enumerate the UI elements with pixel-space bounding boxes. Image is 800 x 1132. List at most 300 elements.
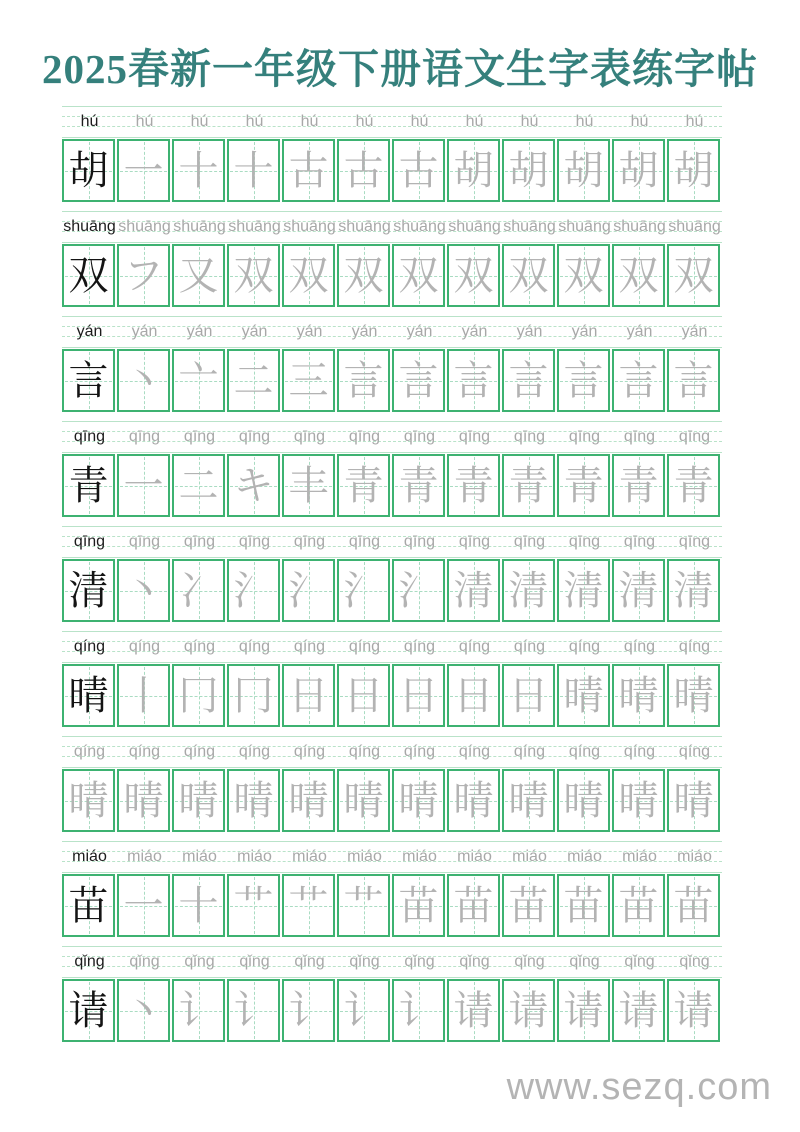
character-glyph: 丶 bbox=[123, 567, 164, 614]
practice-cell bbox=[612, 559, 665, 622]
character-glyph: 氵 bbox=[233, 567, 274, 614]
practice-cell bbox=[62, 139, 115, 202]
practice-cell bbox=[227, 349, 280, 412]
practice-section bbox=[62, 421, 722, 517]
character-glyph: 氵 bbox=[398, 567, 439, 614]
pinyin-label: hú bbox=[575, 113, 594, 130]
practice-cell bbox=[117, 244, 170, 307]
practice-cell bbox=[282, 349, 335, 412]
character-glyph: 晴 bbox=[618, 672, 659, 719]
practice-cell bbox=[282, 769, 335, 832]
character-glyph: 胡 bbox=[673, 147, 714, 194]
character-glyph: 清 bbox=[453, 567, 494, 614]
pinyin-label: qǐng bbox=[459, 953, 490, 970]
practice-cell bbox=[667, 979, 720, 1042]
character-glyph: 苗 bbox=[508, 882, 549, 929]
pinyin-label: qíng bbox=[403, 638, 436, 655]
pinyin-label: hú bbox=[245, 113, 264, 130]
practice-cell bbox=[227, 244, 280, 307]
practice-cell bbox=[62, 979, 115, 1042]
practice-cell bbox=[612, 664, 665, 727]
practice-cell bbox=[667, 244, 720, 307]
character-glyph: 晴 bbox=[288, 777, 329, 824]
pinyin-label: miáo bbox=[677, 848, 712, 865]
pinyin-label: qīng bbox=[128, 428, 161, 445]
character-glyph: 青 bbox=[508, 462, 549, 509]
character-glyph: 清 bbox=[618, 567, 659, 614]
character-glyph: 青 bbox=[398, 462, 439, 509]
pinyin-label: qīng bbox=[458, 533, 491, 550]
practice-cell bbox=[667, 139, 720, 202]
practice-cell bbox=[62, 769, 115, 832]
page-title: 2025春新一年级下册语文生字表练字帖 bbox=[42, 46, 758, 92]
pinyin-label: miáo bbox=[72, 848, 107, 865]
character-glyph: 双 bbox=[398, 252, 439, 299]
practice-cell bbox=[447, 349, 500, 412]
pinyin-label: qíng bbox=[293, 743, 326, 760]
practice-cell bbox=[447, 559, 500, 622]
practice-cell bbox=[612, 874, 665, 937]
character-glyph: 一 bbox=[123, 147, 164, 194]
practice-section bbox=[62, 316, 722, 412]
pinyin-label: qíng bbox=[458, 638, 491, 655]
pinyin-label: shuāng bbox=[558, 218, 611, 235]
practice-cell bbox=[62, 454, 115, 517]
pinyin-label: qīng bbox=[568, 428, 601, 445]
character-glyph: 双 bbox=[233, 252, 274, 299]
practice-cell bbox=[447, 979, 500, 1042]
pinyin-label: miáo bbox=[292, 848, 327, 865]
pinyin-label: shuāng bbox=[173, 218, 226, 235]
practice-cell bbox=[117, 664, 170, 727]
practice-cell bbox=[337, 244, 390, 307]
pinyin-label: shuāng bbox=[228, 218, 281, 235]
pinyin-label: yán bbox=[406, 323, 433, 340]
character-glyph: 清 bbox=[508, 567, 549, 614]
character-glyph: 又 bbox=[178, 252, 219, 299]
character-glyph: 青 bbox=[68, 462, 109, 509]
character-glyph: 晴 bbox=[563, 672, 604, 719]
practice-cell bbox=[502, 244, 555, 307]
pinyin-guide-row bbox=[62, 946, 722, 978]
pinyin-guide-row bbox=[62, 211, 722, 243]
character-glyph: 胡 bbox=[453, 147, 494, 194]
pinyin-label: shuāng bbox=[448, 218, 501, 235]
character-glyph: 氵 bbox=[343, 567, 384, 614]
practice-cell bbox=[117, 139, 170, 202]
character-glyph: 青 bbox=[618, 462, 659, 509]
character-glyph: フ bbox=[123, 252, 164, 299]
practice-cell bbox=[392, 979, 445, 1042]
practice-rows bbox=[62, 106, 722, 1042]
character-glyph: 双 bbox=[563, 252, 604, 299]
pinyin-label: yán bbox=[461, 323, 488, 340]
character-glyph: 言 bbox=[508, 357, 549, 404]
pinyin-guide-row bbox=[62, 631, 722, 663]
pinyin-label: shuāng bbox=[393, 218, 446, 235]
pinyin-label: hú bbox=[355, 113, 374, 130]
pinyin-label: qíng bbox=[678, 638, 711, 655]
practice-cell bbox=[612, 979, 665, 1042]
pinyin-label: qíng bbox=[348, 638, 381, 655]
character-glyph: 丶 bbox=[123, 357, 164, 404]
pinyin-label: qīng bbox=[623, 533, 656, 550]
pinyin-label: qīng bbox=[293, 533, 326, 550]
pinyin-label: qíng bbox=[568, 638, 601, 655]
practice-cell bbox=[667, 769, 720, 832]
character-glyph: 晴 bbox=[673, 777, 714, 824]
pinyin-label: shuāng bbox=[338, 218, 391, 235]
pinyin-label: miáo bbox=[347, 848, 382, 865]
pinyin-label: hú bbox=[630, 113, 649, 130]
practice-section bbox=[62, 841, 722, 937]
character-glyph: 双 bbox=[618, 252, 659, 299]
pinyin-label: qíng bbox=[678, 743, 711, 760]
character-glyph: 请 bbox=[68, 987, 109, 1034]
pinyin-label: qǐng bbox=[294, 953, 325, 970]
practice-cell bbox=[282, 874, 335, 937]
pinyin-label: yán bbox=[351, 323, 378, 340]
character-glyph: 清 bbox=[563, 567, 604, 614]
pinyin-label: qíng bbox=[348, 743, 381, 760]
character-glyph: 胡 bbox=[68, 147, 109, 194]
character-glyph: 苗 bbox=[398, 882, 439, 929]
practice-cell bbox=[557, 139, 610, 202]
character-glyph: 晴 bbox=[233, 777, 274, 824]
practice-cell bbox=[227, 874, 280, 937]
practice-cell bbox=[502, 454, 555, 517]
pinyin-label: qǐng bbox=[569, 953, 600, 970]
practice-grid-row bbox=[62, 454, 722, 517]
practice-cell bbox=[502, 139, 555, 202]
character-glyph: 晴 bbox=[68, 777, 109, 824]
pinyin-label: yán bbox=[241, 323, 268, 340]
pinyin-label: qīng bbox=[348, 428, 381, 445]
practice-cell bbox=[447, 769, 500, 832]
pinyin-label: qīng bbox=[238, 533, 271, 550]
character-glyph: 双 bbox=[508, 252, 549, 299]
character-glyph: 一 bbox=[123, 882, 164, 929]
pinyin-label: qíng bbox=[238, 638, 271, 655]
practice-cell bbox=[227, 769, 280, 832]
pinyin-label: miáo bbox=[237, 848, 272, 865]
watermark: www.sezq.com bbox=[506, 1066, 772, 1108]
practice-cell bbox=[282, 979, 335, 1042]
character-glyph: 晴 bbox=[508, 777, 549, 824]
character-glyph: 言 bbox=[618, 357, 659, 404]
character-glyph: 双 bbox=[288, 252, 329, 299]
practice-cell bbox=[502, 979, 555, 1042]
character-glyph: 请 bbox=[508, 987, 549, 1034]
character-glyph: 晴 bbox=[563, 777, 604, 824]
practice-cell bbox=[502, 874, 555, 937]
pinyin-label: qíng bbox=[293, 638, 326, 655]
pinyin-label: qīng bbox=[678, 533, 711, 550]
character-glyph: 苗 bbox=[68, 882, 109, 929]
pinyin-label: qǐng bbox=[184, 953, 215, 970]
practice-cell bbox=[557, 559, 610, 622]
pinyin-label: hú bbox=[410, 113, 429, 130]
character-glyph: 氵 bbox=[288, 567, 329, 614]
character-glyph: 三 bbox=[288, 357, 329, 404]
practice-cell bbox=[612, 769, 665, 832]
character-glyph: キ bbox=[233, 462, 274, 509]
character-glyph: 胡 bbox=[563, 147, 604, 194]
practice-cell bbox=[337, 874, 390, 937]
practice-cell bbox=[557, 664, 610, 727]
character-glyph: 言 bbox=[673, 357, 714, 404]
character-glyph: 言 bbox=[398, 357, 439, 404]
pinyin-label: qīng bbox=[403, 533, 436, 550]
practice-cell bbox=[392, 349, 445, 412]
pinyin-label: qīng bbox=[238, 428, 271, 445]
practice-cell bbox=[282, 664, 335, 727]
pinyin-label: qīng bbox=[513, 533, 546, 550]
pinyin-label: qīng bbox=[73, 428, 106, 445]
practice-cell bbox=[227, 139, 280, 202]
pinyin-label: shuāng bbox=[668, 218, 721, 235]
pinyin-label: qíng bbox=[183, 638, 216, 655]
practice-cell bbox=[337, 454, 390, 517]
practice-cell bbox=[172, 139, 225, 202]
practice-cell bbox=[172, 559, 225, 622]
practice-cell bbox=[667, 664, 720, 727]
pinyin-label: shuāng bbox=[283, 218, 336, 235]
pinyin-label: qíng bbox=[513, 638, 546, 655]
pinyin-label: miáo bbox=[622, 848, 657, 865]
practice-cell bbox=[557, 769, 610, 832]
character-glyph: 冂 bbox=[178, 672, 219, 719]
character-glyph: 苗 bbox=[618, 882, 659, 929]
practice-cell bbox=[227, 979, 280, 1042]
pinyin-label: qīng bbox=[183, 428, 216, 445]
character-glyph: 清 bbox=[673, 567, 714, 614]
character-glyph: 亠 bbox=[178, 357, 219, 404]
practice-cell bbox=[667, 559, 720, 622]
pinyin-label: shuāng bbox=[613, 218, 666, 235]
pinyin-label: qǐng bbox=[624, 953, 655, 970]
practice-cell bbox=[62, 874, 115, 937]
practice-cell bbox=[557, 349, 610, 412]
pinyin-label: qíng bbox=[183, 743, 216, 760]
pinyin-label: yán bbox=[516, 323, 543, 340]
practice-cell bbox=[337, 769, 390, 832]
practice-cell bbox=[227, 664, 280, 727]
practice-grid-row bbox=[62, 559, 722, 622]
practice-cell bbox=[282, 559, 335, 622]
pinyin-label: qīng bbox=[513, 428, 546, 445]
practice-cell bbox=[62, 559, 115, 622]
practice-cell bbox=[502, 349, 555, 412]
practice-cell bbox=[502, 664, 555, 727]
pinyin-label: yán bbox=[296, 323, 323, 340]
practice-cell bbox=[172, 874, 225, 937]
pinyin-label: yán bbox=[681, 323, 708, 340]
pinyin-label: miáo bbox=[402, 848, 437, 865]
practice-cell bbox=[282, 454, 335, 517]
character-glyph: 十 bbox=[178, 147, 219, 194]
practice-grid-row bbox=[62, 244, 722, 307]
practice-cell bbox=[337, 559, 390, 622]
practice-cell bbox=[612, 139, 665, 202]
character-glyph: 晴 bbox=[178, 777, 219, 824]
practice-section bbox=[62, 526, 722, 622]
character-glyph: 言 bbox=[563, 357, 604, 404]
practice-cell bbox=[447, 454, 500, 517]
pinyin-label: yán bbox=[571, 323, 598, 340]
character-glyph: 晴 bbox=[618, 777, 659, 824]
character-glyph: 青 bbox=[453, 462, 494, 509]
practice-cell bbox=[557, 454, 610, 517]
character-glyph: 苗 bbox=[563, 882, 604, 929]
character-glyph: 青 bbox=[563, 462, 604, 509]
character-glyph: 晴 bbox=[673, 672, 714, 719]
character-glyph: 艹 bbox=[233, 882, 274, 929]
pinyin-label: qīng bbox=[348, 533, 381, 550]
character-glyph: 日 bbox=[508, 672, 549, 719]
practice-cell bbox=[392, 664, 445, 727]
practice-cell bbox=[557, 979, 610, 1042]
character-glyph: 古 bbox=[288, 147, 329, 194]
character-glyph: 丰 bbox=[288, 462, 329, 509]
character-glyph: 二 bbox=[233, 357, 274, 404]
practice-grid-row bbox=[62, 664, 722, 727]
practice-cell bbox=[557, 874, 610, 937]
pinyin-label: hú bbox=[135, 113, 154, 130]
practice-cell bbox=[447, 139, 500, 202]
pinyin-label: hú bbox=[80, 113, 99, 130]
pinyin-guide-row bbox=[62, 106, 722, 138]
practice-cell bbox=[392, 769, 445, 832]
pinyin-label: qíng bbox=[513, 743, 546, 760]
practice-cell bbox=[117, 349, 170, 412]
pinyin-guide-row bbox=[62, 421, 722, 453]
character-glyph: 日 bbox=[288, 672, 329, 719]
pinyin-label: qíng bbox=[403, 743, 436, 760]
character-glyph: 冂 bbox=[233, 672, 274, 719]
practice-cell bbox=[502, 769, 555, 832]
pinyin-label: qīng bbox=[73, 533, 106, 550]
practice-cell bbox=[172, 349, 225, 412]
pinyin-label: qīng bbox=[568, 533, 601, 550]
character-glyph: 日 bbox=[398, 672, 439, 719]
practice-cell bbox=[117, 874, 170, 937]
pinyin-guide-row bbox=[62, 526, 722, 558]
character-glyph: 请 bbox=[453, 987, 494, 1034]
character-glyph: 晴 bbox=[398, 777, 439, 824]
character-glyph: 请 bbox=[618, 987, 659, 1034]
character-glyph: 请 bbox=[673, 987, 714, 1034]
pinyin-label: miáo bbox=[127, 848, 162, 865]
practice-cell bbox=[172, 244, 225, 307]
pinyin-label: hú bbox=[465, 113, 484, 130]
character-glyph: 请 bbox=[563, 987, 604, 1034]
character-glyph: 一 bbox=[123, 462, 164, 509]
practice-cell bbox=[612, 244, 665, 307]
practice-grid-row bbox=[62, 769, 722, 832]
pinyin-label: qǐng bbox=[239, 953, 270, 970]
practice-section bbox=[62, 106, 722, 202]
character-glyph: 言 bbox=[343, 357, 384, 404]
practice-cell bbox=[557, 244, 610, 307]
pinyin-label: qīng bbox=[293, 428, 326, 445]
practice-cell bbox=[392, 559, 445, 622]
practice-grid-row bbox=[62, 139, 722, 202]
character-glyph: 古 bbox=[343, 147, 384, 194]
pinyin-label: qīng bbox=[128, 533, 161, 550]
pinyin-label: miáo bbox=[567, 848, 602, 865]
pinyin-label: qīng bbox=[458, 428, 491, 445]
character-glyph: 双 bbox=[673, 252, 714, 299]
pinyin-guide-row bbox=[62, 316, 722, 348]
character-glyph: 讠 bbox=[233, 987, 274, 1034]
pinyin-label: qíng bbox=[623, 743, 656, 760]
practice-cell bbox=[612, 454, 665, 517]
character-glyph: 讠 bbox=[288, 987, 329, 1034]
character-glyph: 双 bbox=[68, 252, 109, 299]
pinyin-label: yán bbox=[76, 323, 103, 340]
pinyin-label: qíng bbox=[623, 638, 656, 655]
pinyin-label: qíng bbox=[128, 638, 161, 655]
practice-cell bbox=[447, 874, 500, 937]
pinyin-label: qǐng bbox=[129, 953, 160, 970]
character-glyph: 十 bbox=[178, 882, 219, 929]
practice-cell bbox=[62, 349, 115, 412]
pinyin-label: yán bbox=[186, 323, 213, 340]
pinyin-label: qíng bbox=[128, 743, 161, 760]
practice-cell bbox=[282, 244, 335, 307]
pinyin-label: miáo bbox=[182, 848, 217, 865]
practice-cell bbox=[172, 454, 225, 517]
practice-section bbox=[62, 211, 722, 307]
pinyin-label: qǐng bbox=[74, 953, 105, 970]
pinyin-label: qīng bbox=[678, 428, 711, 445]
pinyin-label: yán bbox=[626, 323, 653, 340]
pinyin-guide-row bbox=[62, 736, 722, 768]
character-glyph: 十 bbox=[233, 147, 274, 194]
practice-cell bbox=[117, 769, 170, 832]
practice-cell bbox=[392, 874, 445, 937]
practice-grid-row bbox=[62, 874, 722, 937]
pinyin-label: qíng bbox=[73, 743, 106, 760]
pinyin-label: hú bbox=[520, 113, 539, 130]
practice-cell bbox=[392, 244, 445, 307]
character-glyph: 晴 bbox=[123, 777, 164, 824]
character-glyph: 青 bbox=[343, 462, 384, 509]
practice-cell bbox=[392, 454, 445, 517]
pinyin-label: qíng bbox=[238, 743, 271, 760]
pinyin-label: qíng bbox=[458, 743, 491, 760]
practice-cell bbox=[117, 979, 170, 1042]
practice-cell bbox=[612, 349, 665, 412]
character-glyph: 晴 bbox=[453, 777, 494, 824]
practice-cell bbox=[337, 349, 390, 412]
character-glyph: 言 bbox=[68, 357, 109, 404]
practice-cell bbox=[447, 244, 500, 307]
character-glyph: 古 bbox=[398, 147, 439, 194]
practice-cell bbox=[117, 454, 170, 517]
pinyin-label: yán bbox=[131, 323, 158, 340]
character-glyph: 晴 bbox=[68, 672, 109, 719]
practice-cell bbox=[62, 664, 115, 727]
practice-section bbox=[62, 631, 722, 727]
practice-cell bbox=[502, 559, 555, 622]
character-glyph: 讠 bbox=[343, 987, 384, 1034]
character-glyph: 苗 bbox=[453, 882, 494, 929]
practice-cell bbox=[172, 664, 225, 727]
pinyin-label: shuāng bbox=[118, 218, 171, 235]
pinyin-label: qíng bbox=[73, 638, 106, 655]
